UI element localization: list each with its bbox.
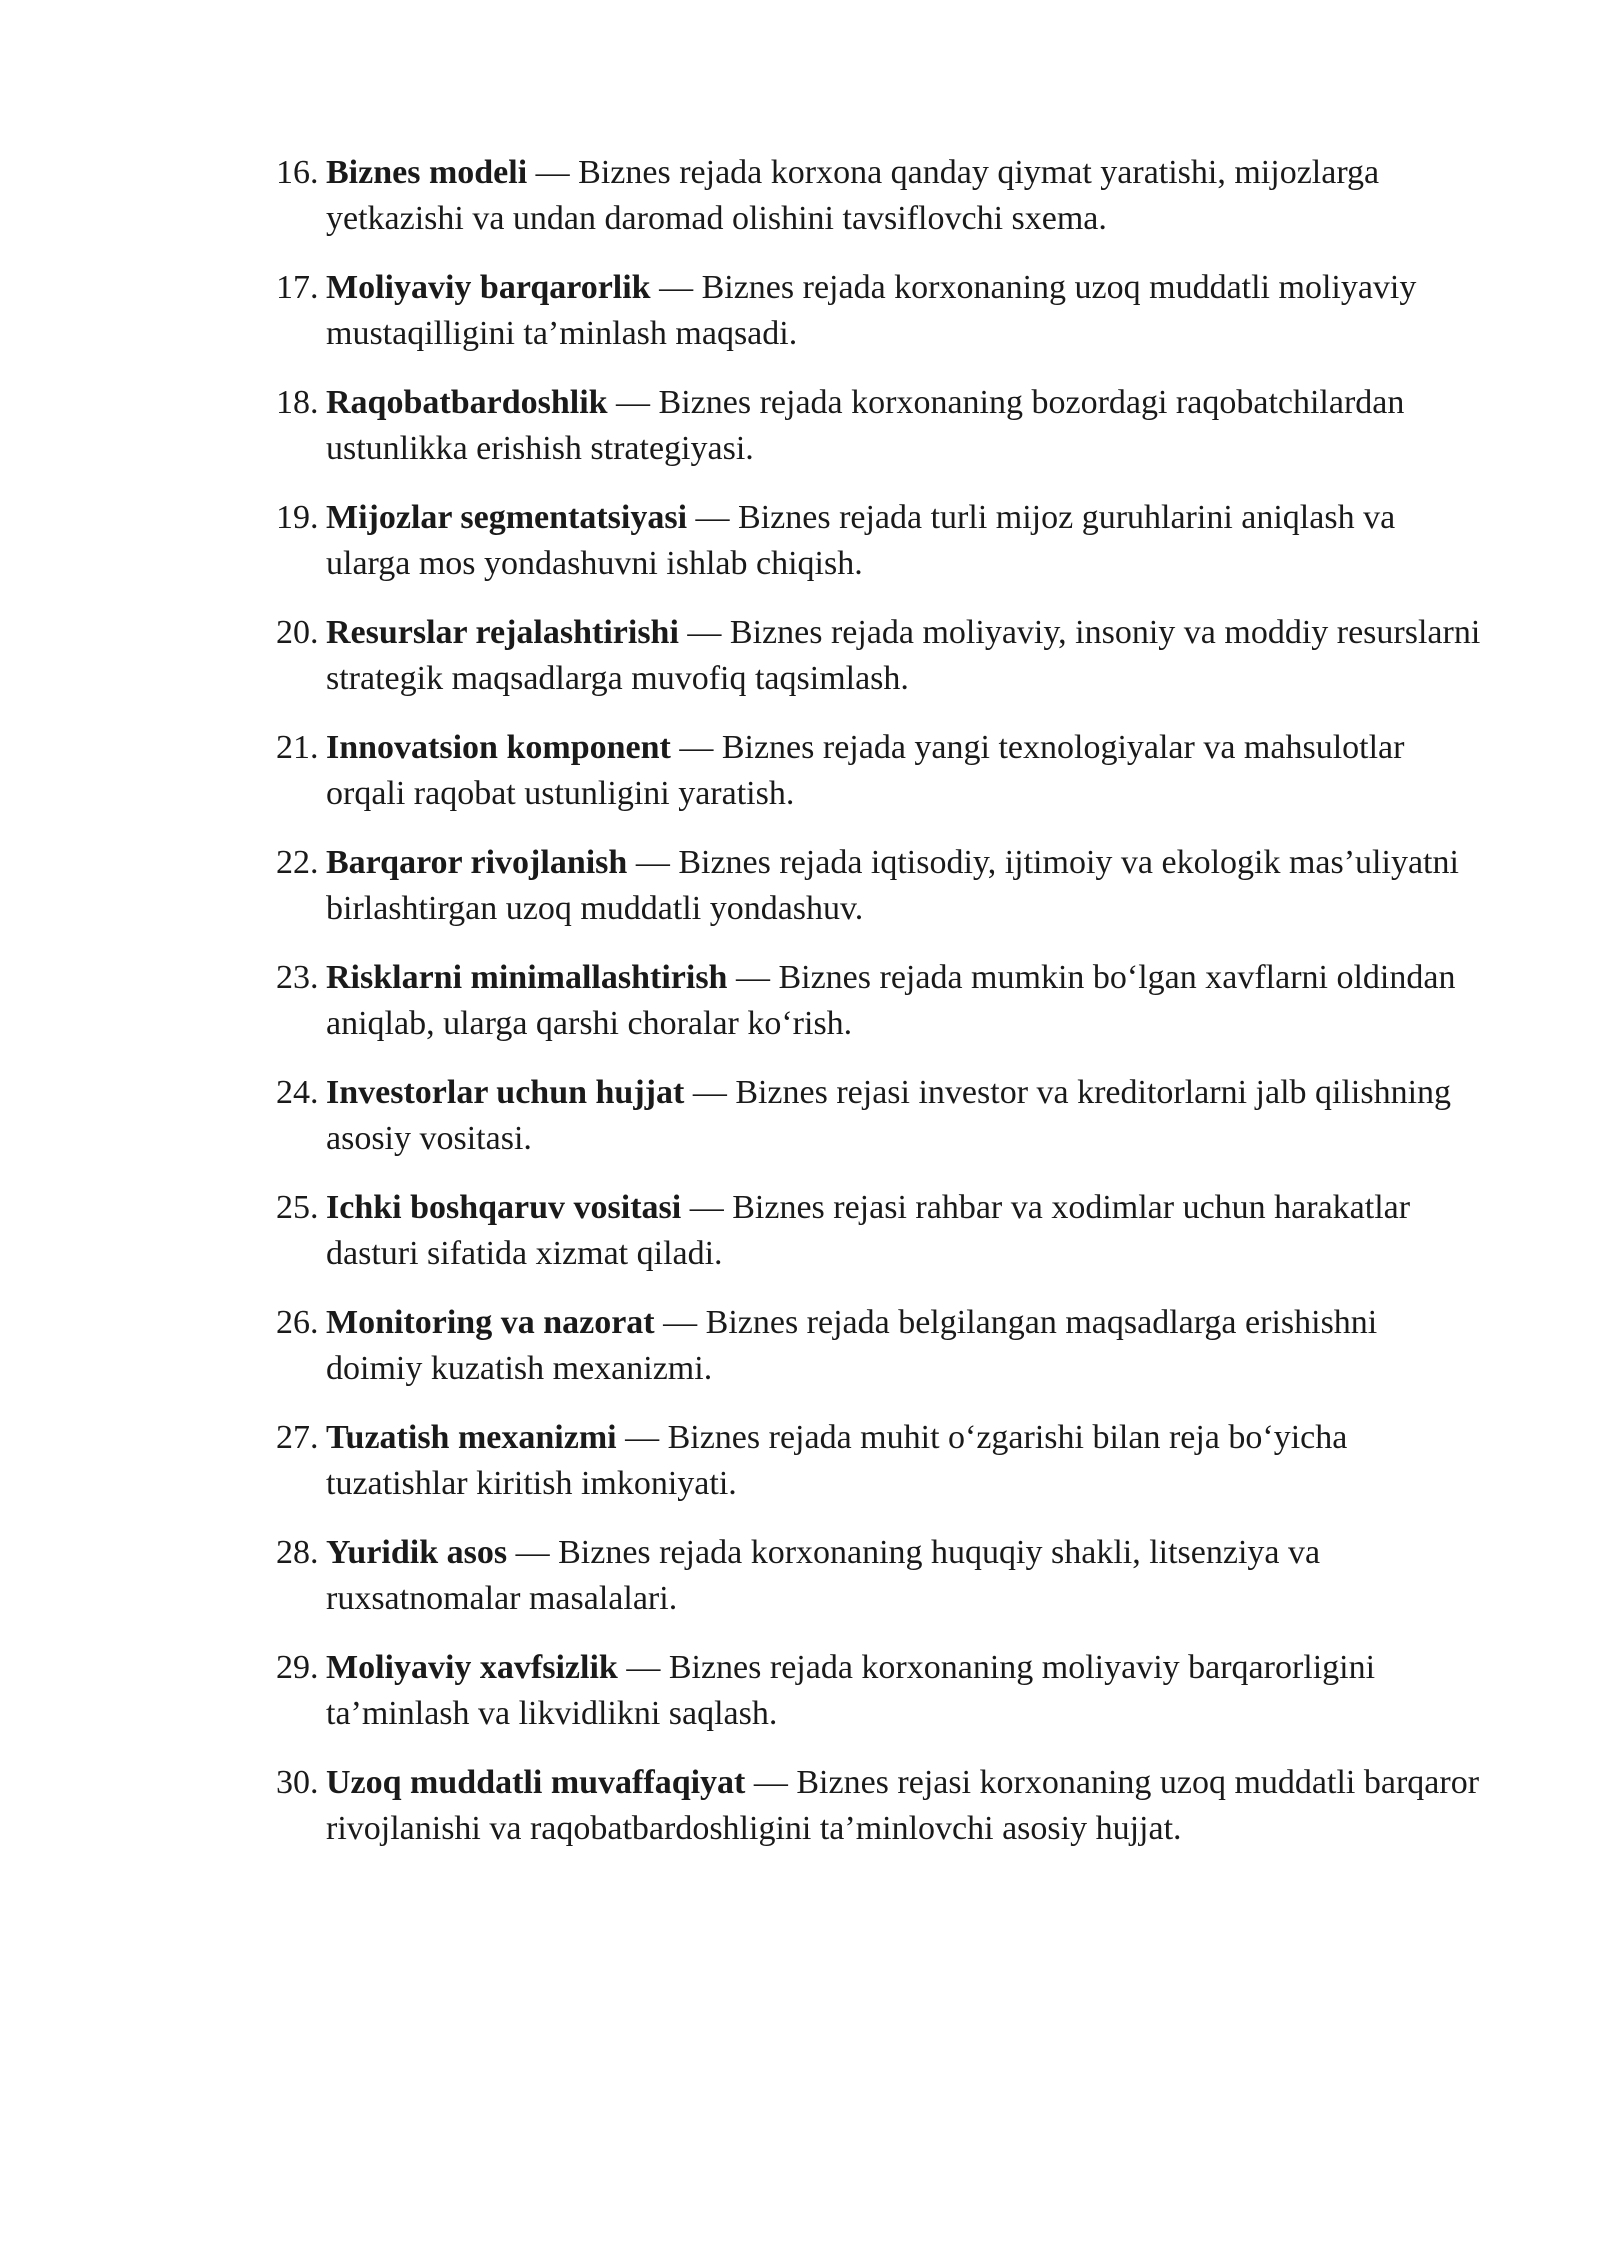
item-term: Moliyaviy barqarorlik: [326, 269, 651, 306]
item-definition: — Biznes rejada korxona qanday qiymat yaratishi, mijozlarga yetkazishi va undan daromad olishini tavsiflovchi sxema.: [326, 154, 1380, 237]
item-number: 29.: [276, 1649, 319, 1686]
item-definition: — Biznes rejasi rahbar va xodimlar uchun harakatlar dasturi sifatida xizmat qiladi.: [326, 1189, 1411, 1272]
list-item: [272, 265, 1482, 357]
item-definition: — Biznes rejada muhit o‘zgarishi bilan reja bo‘yicha tuzatishlar kiritish imkoniyati.: [326, 1419, 1348, 1502]
item-term: Mijozlar segmentatsiyasi: [326, 499, 688, 536]
item-definition: — Biznes rejada moliyaviy, insoniy va moddiy resurslarni strategik maqsadlarga muvofiq taqsimlash.: [326, 614, 1481, 697]
item-number: 30.: [276, 1764, 319, 1801]
list-item: [272, 1645, 1482, 1737]
item-term: Uzoq muddatli muvaffaqiyat: [326, 1764, 746, 1801]
item-term: Investorlar uchun hujjat: [326, 1074, 685, 1111]
item-term: Innovatsion komponent: [326, 729, 671, 766]
list-item: [272, 150, 1482, 242]
item-term: Monitoring va nazorat: [326, 1304, 655, 1341]
list-item: [272, 380, 1482, 472]
item-number: 26.: [276, 1304, 319, 1341]
item-definition: — Biznes rejada yangi texnologiyalar va mahsulotlar orqali raqobat ustunligini yaratish.: [326, 729, 1405, 812]
item-definition: — Biznes rejada mumkin bo‘lgan xavflarni oldindan aniqlab, ularga qarshi choralar ko‘rish.: [326, 959, 1456, 1042]
item-definition: — Biznes rejada korxonaning bozordagi raqobatchilardan ustunlikka erishish strategiyasi.: [326, 384, 1405, 467]
list-item: [272, 495, 1482, 587]
item-term: Moliyaviy xavfsizlik: [326, 1649, 618, 1686]
item-definition: — Biznes rejada belgilangan maqsadlarga erishishni doimiy kuzatish mexanizmi.: [326, 1304, 1378, 1387]
item-definition: — Biznes rejada turli mijoz guruhlarini aniqlash va ularga mos yondashuvni ishlab chiqish.: [326, 499, 1396, 582]
item-number: 25.: [276, 1189, 319, 1226]
item-term: Tuzatish mexanizmi: [326, 1419, 617, 1456]
item-definition: — Biznes rejada iqtisodiy, ijtimoiy va ekologik mas’uliyatni birlashtirgan uzoq muddatli yondashuv.: [326, 844, 1459, 927]
list-item: [272, 1300, 1482, 1392]
item-definition: — Biznes rejada korxonaning moliyaviy barqarorligini ta’minlash va likvidlikni saqlash.: [326, 1649, 1376, 1732]
item-number: 28.: [276, 1534, 319, 1571]
list-item: [272, 1070, 1482, 1162]
list-item: [272, 610, 1482, 702]
item-definition: — Biznes rejada korxonaning uzoq muddatli moliyaviy mustaqilligini ta’minlash maqsadi.: [326, 269, 1417, 352]
item-number: 18.: [276, 384, 319, 421]
item-term: Ichki boshqaruv vositasi: [326, 1189, 682, 1226]
list-item: [272, 1415, 1482, 1507]
definitions-list: [272, 150, 1482, 1875]
list-item: [272, 725, 1482, 817]
item-number: 23.: [276, 959, 319, 996]
item-number: 22.: [276, 844, 319, 881]
list-item: [272, 1760, 1482, 1852]
item-term: Risklarni minimallashtirish: [326, 959, 728, 996]
item-definition: — Biznes rejada korxonaning huquqiy shakli, litsenziya va ruxsatnomalar masalalari.: [326, 1534, 1321, 1617]
item-term: Biznes modeli: [326, 154, 528, 191]
item-number: 21.: [276, 729, 319, 766]
item-number: 27.: [276, 1419, 319, 1456]
list-item: [272, 1530, 1482, 1622]
item-number: 24.: [276, 1074, 319, 1111]
list-item: [272, 1185, 1482, 1277]
item-number: 17.: [276, 269, 319, 306]
item-definition: — Biznes rejasi investor va kreditorlarni jalb qilishning asosiy vositasi.: [326, 1074, 1452, 1157]
list-item: [272, 955, 1482, 1047]
item-term: Barqaror rivojlanish: [326, 844, 628, 881]
list-item: [272, 840, 1482, 932]
item-term: Raqobatbardoshlik: [326, 384, 608, 421]
item-term: Resurslar rejalashtirishi: [326, 614, 679, 651]
item-term: Yuridik asos: [326, 1534, 508, 1571]
item-number: 20.: [276, 614, 319, 651]
item-definition: — Biznes rejasi korxonaning uzoq muddatli barqaror rivojlanishi va raqobatbardoshligini ta’minlovchi asosiy hujjat.: [326, 1764, 1480, 1847]
item-number: 16.: [276, 154, 319, 191]
item-number: 19.: [276, 499, 319, 536]
